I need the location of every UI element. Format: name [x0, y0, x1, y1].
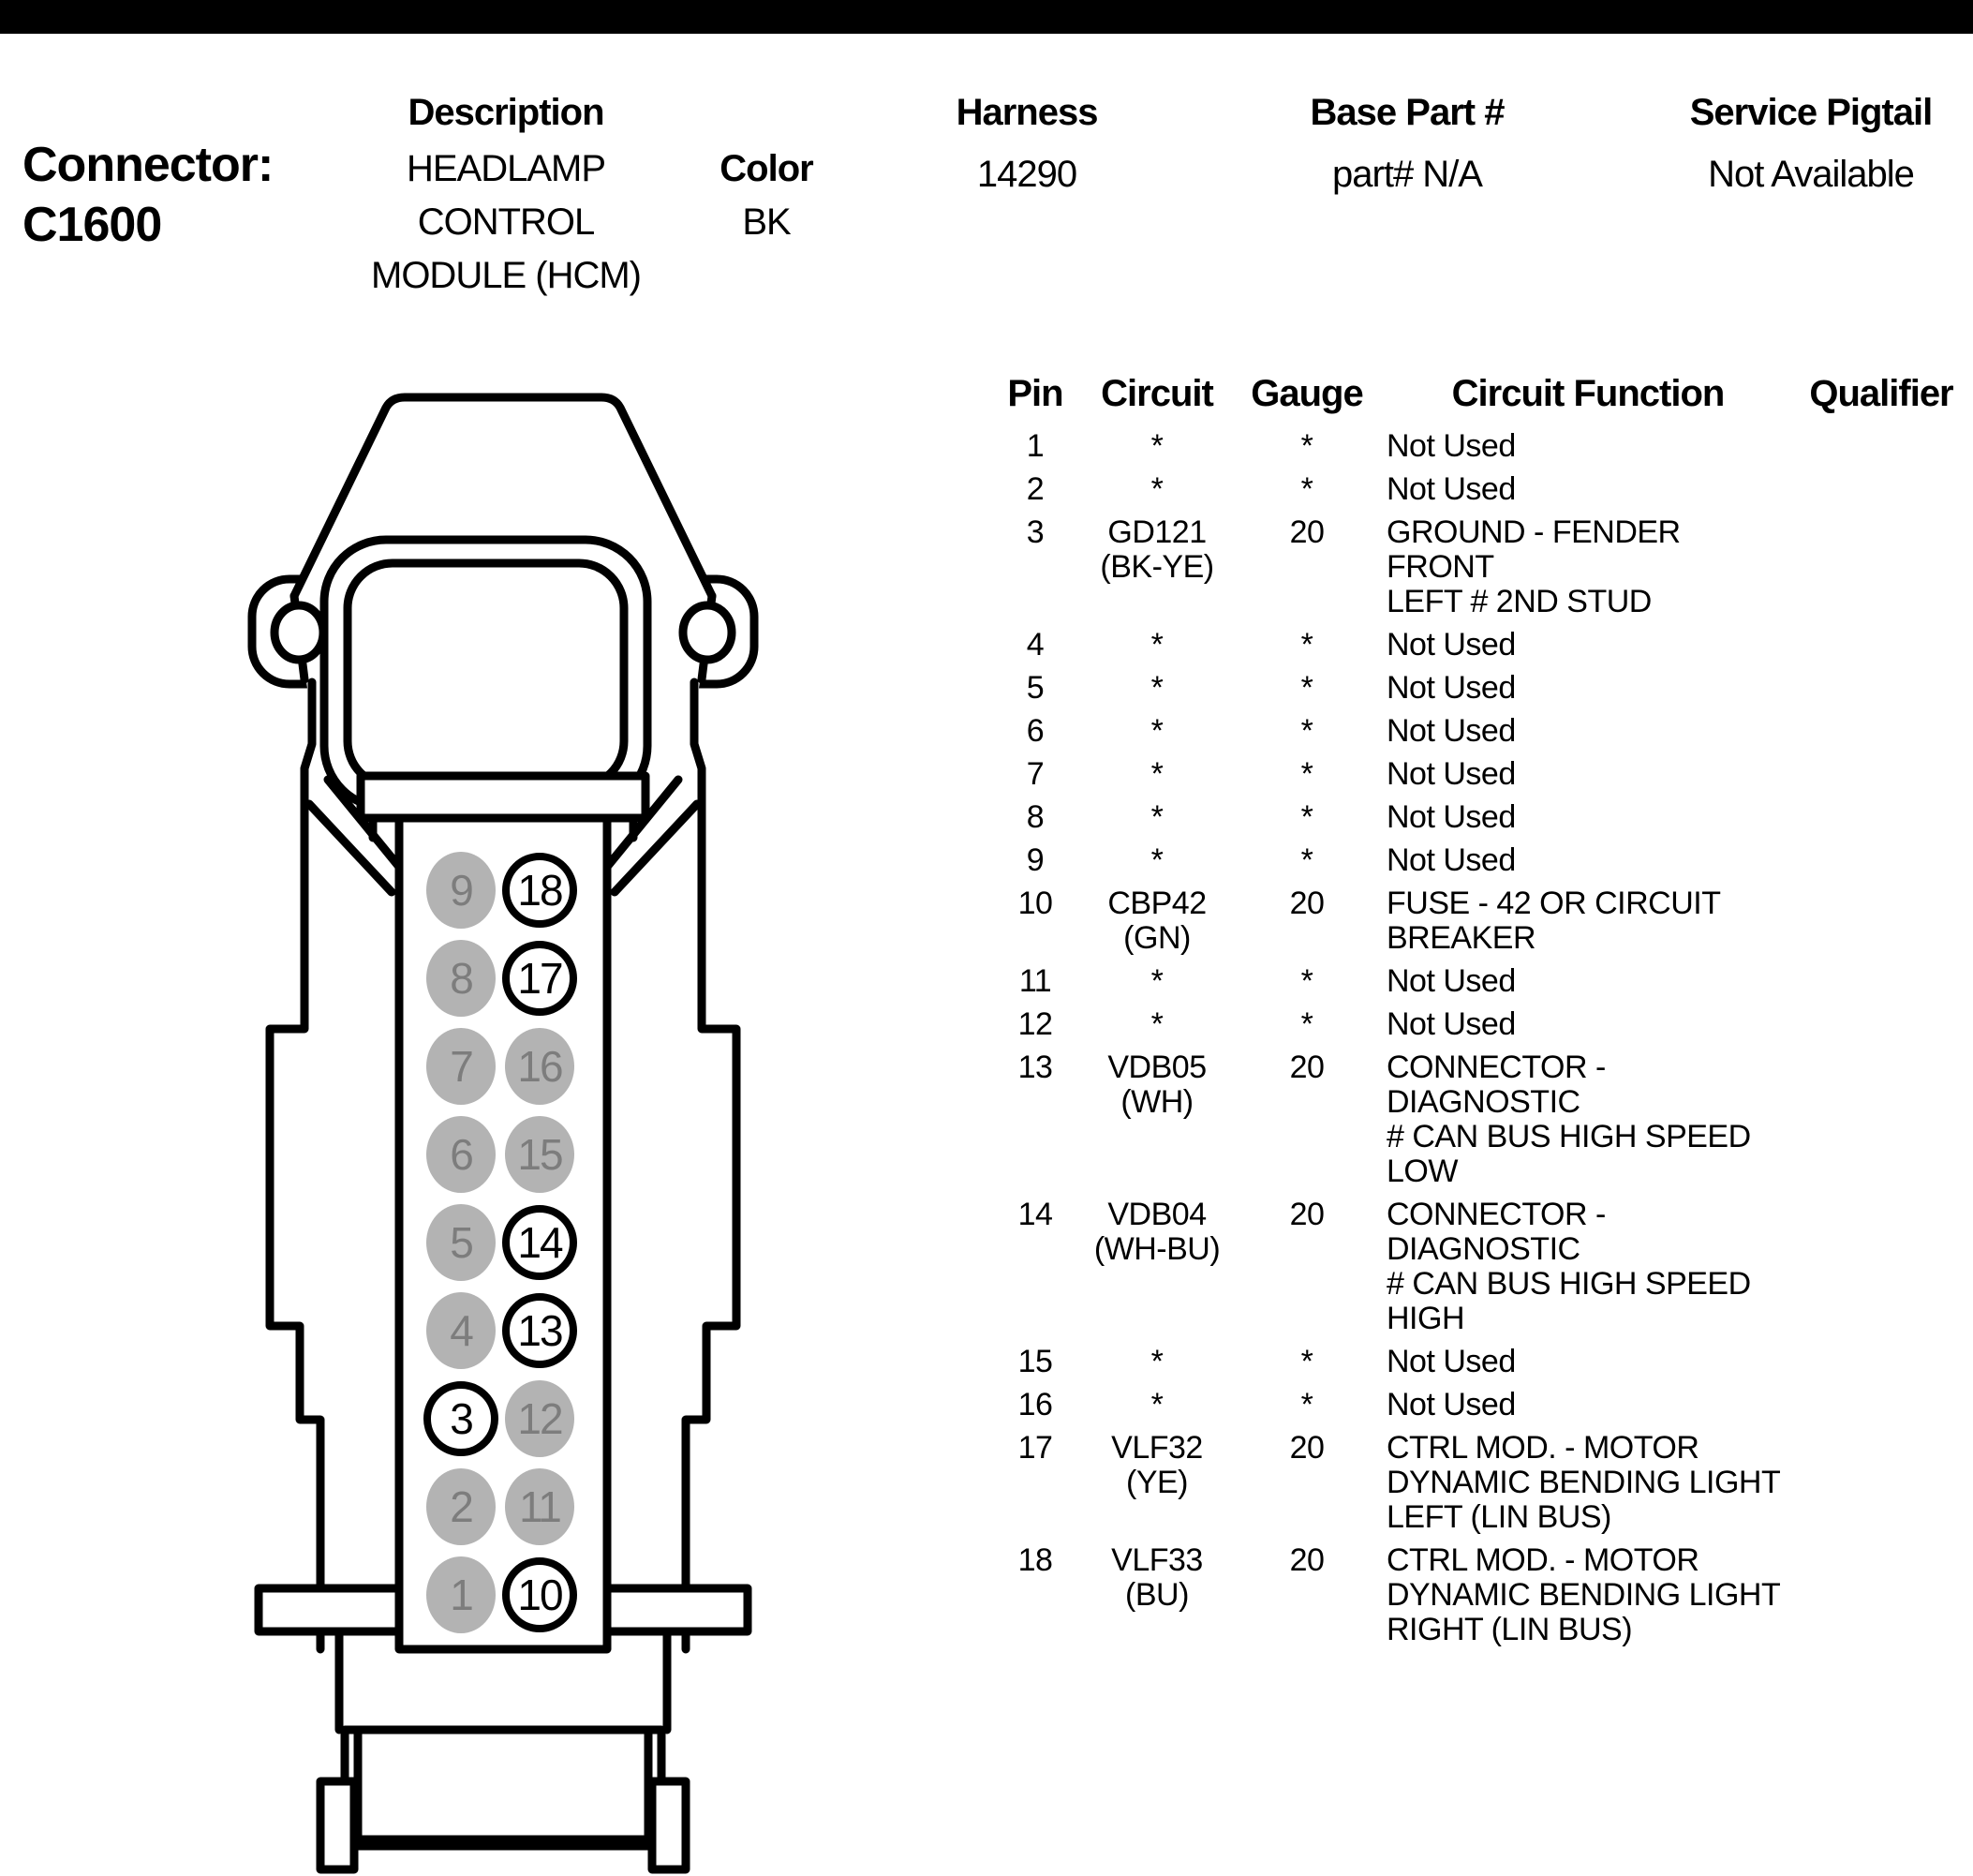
pin-number-label: 9 — [450, 866, 472, 915]
circuit-line: (GN) — [1123, 920, 1191, 956]
cell-function — [1387, 800, 1789, 835]
circuit-line: VLF33 — [1111, 1542, 1203, 1578]
function-line: LEFT (LIN BUS) — [1387, 1499, 1611, 1535]
cell-gauge: * — [1300, 471, 1313, 507]
right-foot — [652, 1781, 686, 1869]
cell-qualifier — [1789, 515, 1973, 619]
cell-gauge: 20 — [1289, 1197, 1325, 1232]
cell-circuit — [1087, 1431, 1227, 1535]
cell-gauge: * — [1300, 756, 1313, 792]
cell-gauge: * — [1300, 1006, 1313, 1042]
pin-number-label: 3 — [450, 1394, 472, 1443]
cell-circuit — [1087, 671, 1227, 706]
function-line: LEFT # 2ND STUD — [1387, 584, 1652, 619]
circuit-line: VDB04 — [1107, 1197, 1207, 1232]
cell-gauge: 20 — [1289, 1430, 1325, 1466]
cell-qualifier — [1789, 472, 1973, 507]
circuit-line: (WH-BU) — [1093, 1231, 1221, 1267]
function-line: DYNAMIC BENDING LIGHT — [1387, 1577, 1781, 1613]
cell-function — [1387, 1007, 1789, 1042]
description-line-3: MODULE (HCM) — [371, 255, 641, 296]
circuit-line: * — [1150, 627, 1164, 663]
table-row — [984, 886, 1973, 956]
cell-pin: 13 — [1017, 1050, 1053, 1085]
pin-number-label: 10 — [517, 1571, 562, 1619]
function-line: Not Used — [1387, 963, 1516, 999]
cell-function — [1387, 628, 1789, 663]
pin-number-label: 2 — [450, 1482, 472, 1531]
cell-function — [1387, 714, 1789, 749]
right-ear-hole — [683, 605, 732, 660]
pin-number-label: 8 — [450, 954, 472, 1003]
cell-gauge: * — [1300, 713, 1313, 749]
cell-function — [1387, 1431, 1789, 1535]
function-line: Not Used — [1387, 799, 1516, 835]
cell-circuit — [1087, 1345, 1227, 1379]
cell-function — [1387, 671, 1789, 706]
cell-circuit — [1087, 714, 1227, 749]
pin-number-label: 11 — [519, 1482, 560, 1531]
description-label: Description — [408, 92, 604, 133]
function-line: # CAN BUS HIGH SPEED — [1387, 1266, 1751, 1302]
circuit-line: VDB05 — [1107, 1050, 1207, 1085]
pin-number-label: 1 — [450, 1571, 472, 1619]
cell-circuit — [1087, 628, 1227, 663]
table-row — [984, 515, 1973, 619]
cell-function — [1387, 1050, 1789, 1189]
cell-circuit — [1087, 1050, 1227, 1189]
circuit-line: * — [1150, 713, 1164, 749]
table-row — [984, 714, 1973, 749]
top-black-bar — [0, 0, 1973, 34]
description-line-2: CONTROL — [417, 201, 595, 243]
cell-pin: 2 — [1026, 471, 1045, 507]
cell-qualifier — [1789, 1198, 1973, 1336]
cell-circuit — [1087, 515, 1227, 619]
cell-qualifier — [1789, 1388, 1973, 1422]
cell-qualifier — [1789, 1431, 1973, 1535]
function-line: CONNECTOR - DIAGNOSTIC — [1387, 1197, 1606, 1267]
cell-gauge: * — [1300, 842, 1313, 878]
cell-gauge: 20 — [1289, 886, 1325, 921]
cell-qualifier — [1789, 757, 1973, 792]
table-row — [984, 671, 1973, 706]
bottom-box — [345, 1730, 661, 1839]
cell-circuit — [1087, 964, 1227, 999]
pin-number-label: 14 — [517, 1218, 562, 1267]
bottom-box-inner-walls — [358, 1730, 648, 1839]
function-line: RIGHT (LIN BUS) — [1387, 1612, 1633, 1647]
circuit-line: (BU) — [1125, 1577, 1189, 1613]
function-line: GROUND - FENDER FRONT — [1387, 514, 1681, 585]
function-line: BREAKER — [1387, 920, 1535, 956]
circuit-line: * — [1150, 756, 1164, 792]
column-header: Gauge — [1251, 373, 1363, 414]
circuit-line: * — [1150, 471, 1164, 507]
pin-number-label: 4 — [450, 1306, 472, 1355]
cell-pin: 3 — [1026, 514, 1045, 550]
cell-circuit — [1087, 429, 1227, 464]
function-line: Not Used — [1387, 428, 1516, 464]
cell-qualifier — [1789, 1007, 1973, 1042]
cell-pin: 9 — [1026, 842, 1045, 878]
cell-gauge: 20 — [1289, 1542, 1325, 1578]
pin-number-label: 15 — [517, 1130, 562, 1179]
cell-qualifier — [1789, 429, 1973, 464]
function-line: # CAN BUS HIGH SPEED — [1387, 1119, 1751, 1154]
cell-pin: 7 — [1026, 756, 1045, 792]
cell-gauge: 20 — [1289, 514, 1325, 550]
cell-function — [1387, 1388, 1789, 1422]
table-row — [984, 1388, 1973, 1422]
cell-function — [1387, 843, 1789, 878]
circuit-line: * — [1150, 670, 1164, 706]
column-header: Qualifier — [1809, 373, 1953, 414]
pin-number-label: 7 — [450, 1042, 472, 1091]
function-line: CTRL MOD. - MOTOR — [1387, 1430, 1699, 1466]
table-row — [984, 472, 1973, 507]
circuit-line: (YE) — [1126, 1465, 1188, 1500]
cell-function — [1387, 964, 1789, 999]
column-header: Circuit — [1101, 373, 1213, 414]
cell-circuit — [1087, 800, 1227, 835]
left-foot — [320, 1781, 354, 1869]
cell-function — [1387, 1198, 1789, 1336]
circuit-line: VLF32 — [1111, 1430, 1203, 1466]
cell-gauge: * — [1300, 1387, 1313, 1422]
function-line: Not Used — [1387, 471, 1516, 507]
cell-pin: 12 — [1017, 1006, 1053, 1042]
circuit-line: GD121 — [1107, 514, 1207, 550]
cell-function — [1387, 1345, 1789, 1379]
function-line: Not Used — [1387, 1387, 1516, 1422]
cell-qualifier — [1789, 800, 1973, 835]
function-line: Not Used — [1387, 842, 1516, 878]
cell-circuit — [1087, 1388, 1227, 1422]
pin-number-label: 5 — [450, 1218, 472, 1267]
function-line: CTRL MOD. - MOTOR — [1387, 1542, 1699, 1578]
body-side-right — [686, 682, 736, 1649]
pin-number-label: 12 — [517, 1394, 562, 1443]
cell-circuit — [1087, 843, 1227, 878]
cell-gauge: * — [1300, 670, 1313, 706]
function-line: LOW — [1387, 1154, 1458, 1189]
cell-qualifier — [1789, 628, 1973, 663]
table-row — [984, 1050, 1973, 1189]
base-part-label: Base Part # — [1310, 92, 1505, 133]
table-row — [984, 628, 1973, 663]
circuit-line: * — [1150, 428, 1164, 464]
function-line: Not Used — [1387, 670, 1516, 706]
circuit-line: * — [1150, 963, 1164, 999]
color-label: Color — [719, 148, 813, 189]
service-pigtail-value: Not Available — [1708, 154, 1914, 195]
table-row — [984, 843, 1973, 878]
cell-circuit — [1087, 757, 1227, 792]
service-pigtail-label: Service Pigtail — [1689, 92, 1933, 133]
function-line: Not Used — [1387, 756, 1516, 792]
function-line: Not Used — [1387, 627, 1516, 663]
circuit-line: (BK-YE) — [1100, 549, 1214, 585]
function-line: Not Used — [1387, 1344, 1516, 1379]
table-row — [984, 429, 1973, 464]
column-header: Circuit Function — [1451, 373, 1725, 414]
cell-function — [1387, 472, 1789, 507]
function-line: HIGH — [1387, 1301, 1464, 1336]
cell-pin: 14 — [1017, 1197, 1053, 1232]
table-row — [984, 757, 1973, 792]
cell-function — [1387, 1543, 1789, 1647]
cell-qualifier — [1789, 964, 1973, 999]
cell-circuit — [1087, 1198, 1227, 1336]
base-part-value: part# N/A — [1332, 154, 1482, 195]
table-row — [984, 1431, 1973, 1535]
connector-diagram — [215, 356, 815, 1876]
cell-function — [1387, 515, 1789, 619]
cell-circuit — [1087, 886, 1227, 956]
table-row — [984, 1007, 1973, 1042]
circuit-line: CBP42 — [1107, 886, 1207, 921]
cell-qualifier — [1789, 886, 1973, 956]
cell-pin: 8 — [1026, 799, 1045, 835]
pin-number-label: 13 — [517, 1306, 562, 1355]
cell-gauge: * — [1300, 428, 1313, 464]
function-line: DYNAMIC BENDING LIGHT — [1387, 1465, 1781, 1500]
function-line: Not Used — [1387, 1006, 1516, 1042]
pin-number-label: 18 — [517, 866, 562, 915]
function-line: Not Used — [1387, 713, 1516, 749]
cell-pin: 18 — [1017, 1542, 1053, 1578]
harness-value: 14290 — [976, 154, 1077, 195]
function-line: CONNECTOR - DIAGNOSTIC — [1387, 1050, 1606, 1120]
pin-number-label: 17 — [517, 954, 562, 1003]
circuit-line: * — [1150, 799, 1164, 835]
cell-qualifier — [1789, 1050, 1973, 1189]
table-row — [984, 1543, 1973, 1647]
circuit-line: * — [1150, 842, 1164, 878]
connector-id: C1600 — [22, 198, 162, 252]
pin-number-label: 16 — [517, 1042, 562, 1091]
description-line-1: HEADLAMP — [406, 148, 606, 189]
cell-circuit — [1087, 472, 1227, 507]
cell-gauge: * — [1300, 963, 1313, 999]
cell-pin: 15 — [1017, 1344, 1053, 1379]
table-header-row — [984, 373, 1973, 414]
cell-pin: 16 — [1017, 1387, 1053, 1422]
cell-qualifier — [1789, 714, 1973, 749]
cell-qualifier — [1789, 1345, 1973, 1379]
cell-pin: 1 — [1026, 428, 1045, 464]
circuit-line: (WH) — [1120, 1084, 1194, 1120]
cell-pin: 4 — [1026, 627, 1045, 663]
cell-pin: 11 — [1018, 963, 1052, 999]
table-row — [984, 964, 1973, 999]
column-header: Pin — [1007, 373, 1063, 414]
table-row — [984, 1345, 1973, 1379]
cell-qualifier — [1789, 671, 1973, 706]
top-bar-rect — [361, 776, 645, 818]
cell-circuit — [1087, 1007, 1227, 1042]
circuit-line: * — [1150, 1344, 1164, 1379]
color-value: BK — [742, 201, 791, 243]
cell-pin: 6 — [1026, 713, 1045, 749]
body-side-left — [270, 682, 320, 1649]
cell-function — [1387, 886, 1789, 956]
cell-pin: 5 — [1026, 670, 1045, 706]
cell-pin: 10 — [1017, 886, 1053, 921]
circuit-line: * — [1150, 1006, 1164, 1042]
function-line: FUSE - 42 OR CIRCUIT — [1387, 886, 1721, 921]
cell-qualifier — [1789, 1543, 1973, 1647]
table-row — [984, 800, 1973, 835]
cell-pin: 17 — [1017, 1430, 1053, 1466]
harness-label: Harness — [956, 92, 1098, 133]
cell-circuit — [1087, 1543, 1227, 1647]
left-ear-hole — [274, 605, 323, 660]
cell-gauge: 20 — [1289, 1050, 1325, 1085]
pin-table — [984, 373, 1973, 1656]
cell-gauge: * — [1300, 1344, 1313, 1379]
connector-label: Connector: — [22, 138, 274, 192]
cell-gauge: * — [1300, 799, 1313, 835]
cell-gauge: * — [1300, 627, 1313, 663]
table-row — [984, 1198, 1973, 1336]
cell-function — [1387, 757, 1789, 792]
pin-number-label: 6 — [450, 1130, 472, 1179]
cell-function — [1387, 429, 1789, 464]
circuit-line: * — [1150, 1387, 1164, 1422]
cell-qualifier — [1789, 843, 1973, 878]
